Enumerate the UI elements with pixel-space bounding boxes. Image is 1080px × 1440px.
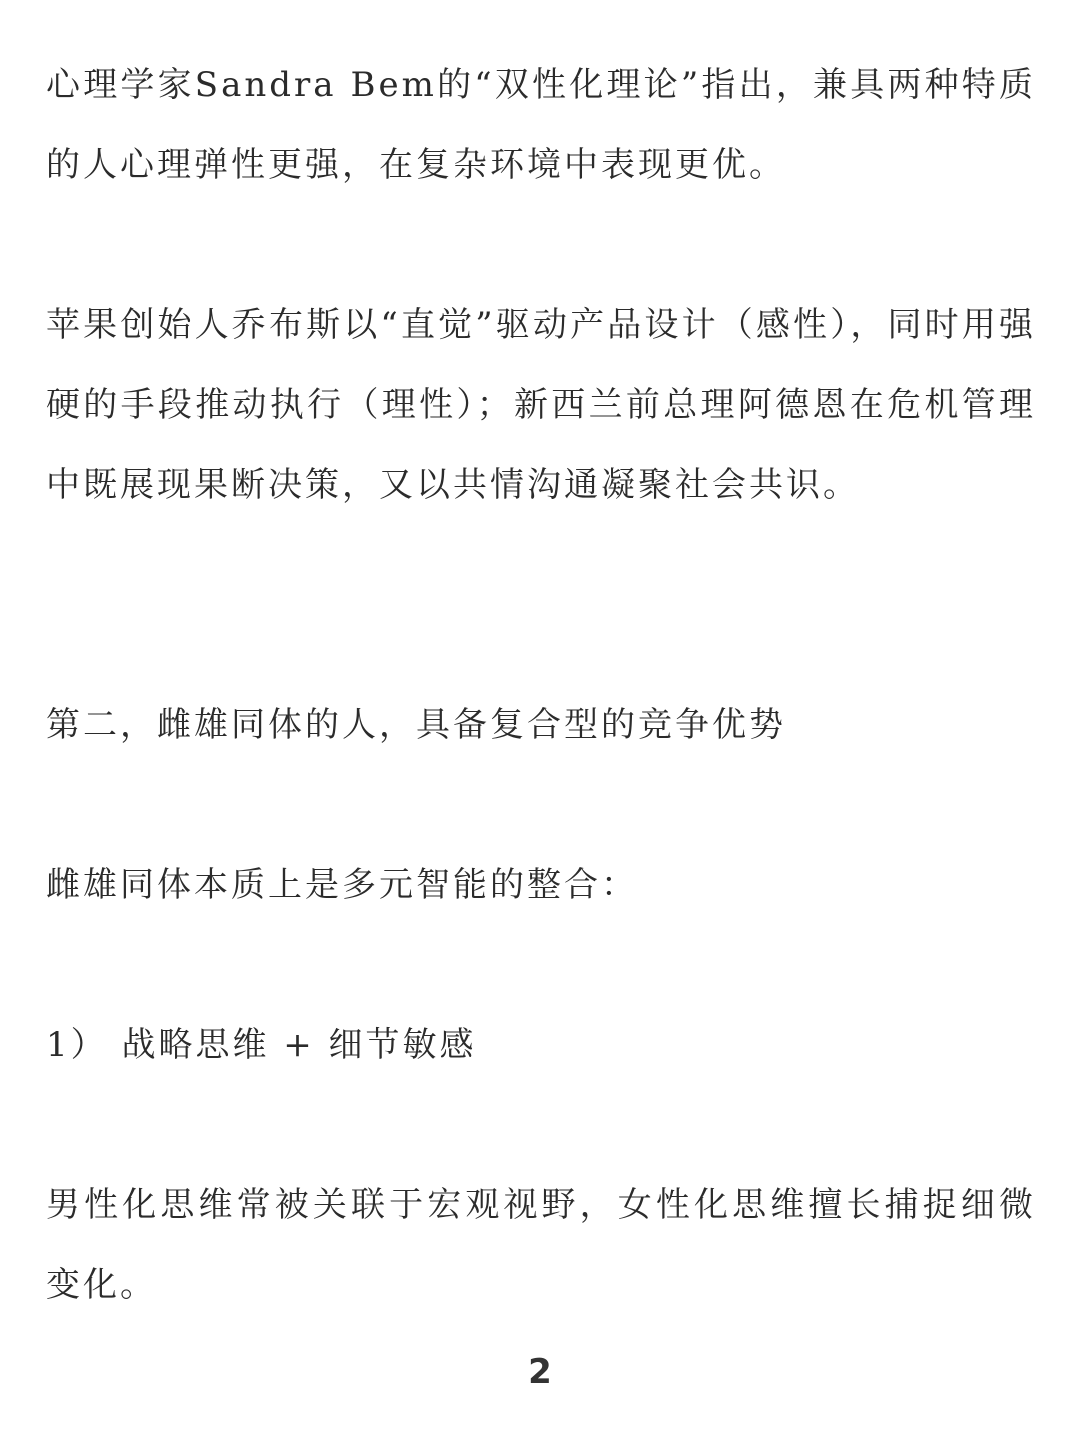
paragraph-thinking-styles: 男性化思维常被关联于宏观视野，女性化思维擅长捕捉细微变化。 [46, 1185, 1036, 1305]
paragraph-bem-theory: 心理学家Sandra Bem的“双性化理论”指出，兼具两种特质的人心理弹性更强，在复杂环境中表现更优。 [46, 65, 1036, 185]
page-number: 2 [528, 1352, 552, 1392]
paragraph-intro-multiple-intelligence: 雌雄同体本质上是多元智能的整合： [46, 865, 638, 905]
paragraph-examples: 苹果创始人乔布斯以“直觉”驱动产品设计（感性），同时用强硬的手段推动执行（理性）；新西兰前总理阿德恩在危机管理中既展现果断决策，又以共情沟通凝聚社会共识。 [46, 305, 1036, 505]
list-item-strategic-thinking: 1） 战略思维 + 细节敏感 [46, 1025, 477, 1065]
section-heading-second: 第二，雌雄同体的人，具备复合型的竞争优势 [46, 705, 786, 745]
